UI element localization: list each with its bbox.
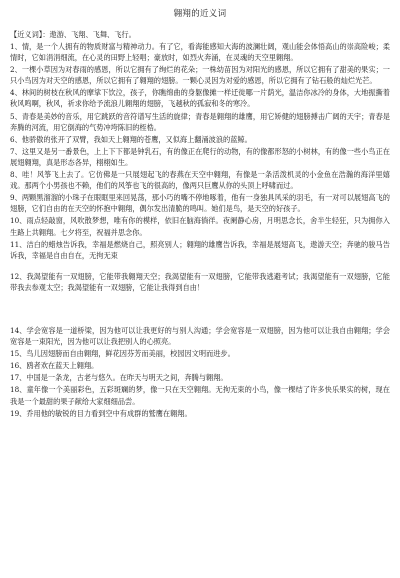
list-item: 2、一棵小草因为对春雨的感恩，所以它拥有了绚烂的花朵；一株幼苗因为对阳光的感恩，所以它拥有了甜美的果实；一只小鸟因为对天空的感恩，所以它拥有了翱翔的翅膀。一颗心灵因为对爱的感恩，所以它拥有了钻石般的灿烂光芒。 <box>10 65 390 86</box>
list-item: 1、情，是一个人拥有的物质财富与精神动力。有了它，看海能感知大海的波澜壮阔，观山能会体悟高山的崇高险峻；柔情时，它如涓涓细流，在心灵的田野上轻唱；豪放时，如烈火奔涌，在灵魂的天空里翱翔。 <box>10 42 390 63</box>
list-item: 11、洁白的蜡烛告诉我，幸福是燃烧自己，照亮别人；翱翔的雄鹰告诉我，幸福是展翅高飞，遨游天空；奔驰的骏马告诉我，幸福是自由自在，无拘无束 <box>10 239 390 260</box>
list-item: 15、鸟儿因翅膀而自由翱翔，鲜花因芬芳而美丽，校园因文明而进步。 <box>10 349 235 359</box>
list-item: 8、哇！风筝飞上去了。它仿佛是一只展翅起飞的春燕在天空中翱翔，有像是一条活泼机灵的小金鱼在浩瀚的海洋里嬉戏。那两个小男孩也不赖，他们的风筝也飞的很高的，像两只巨鹰从你的头顶上呼啸而过。 <box>10 170 390 191</box>
list-item: 7、这里又是另一番景色，上上下下都是钟乳石，有的像正在爬行的动物，有的像都形怒的小树林，有的像一些小鸟正在展翅翱翔，真是形态各异，栩栩如生。 <box>10 146 390 167</box>
spacer <box>10 294 390 325</box>
page-title: 翱翔的近义词 <box>173 9 227 19</box>
spacer <box>10 262 390 271</box>
synonyms-line: 【近义词】：遨游、飞翔、飞舞、飞行。 <box>10 30 136 39</box>
list-item: 10、雨点轻敲窗，风吹散梦想，唯有你的模样，依旧在脑海徜徉。夜阑静心房，月明思念长，舍半生轻狂，只为拥你入生路上共翱翔。七夕将至，祝福并思念你。 <box>10 216 390 237</box>
list-item: 16、鸥者欢在蓝天上翱翔。 <box>10 361 99 371</box>
list-item: 18、童年像一个美丽彩色，五彩斑斓的梦，像一只在天空翱翔。无拘无束的小鸟，像一棵结了许多快乐果实的树，现在我是一个最甜的果子献给大家细细品尝。 <box>10 385 390 406</box>
list-item: 9、两颗黑溜溜的小珠子在眼眶里来回晃荡，那小巧的嘴不停地啄着，他有一身独具风采的羽毛，有一对可以展翅高飞的翅膀，它们自由的在天空的怀抱中翱翔，偶尔发出清脆的鸣叫。她们是鸟，是天空的好孩子。 <box>10 193 390 214</box>
list-item: 19、乔用他的敏锐的目力看到空中有成群的鹫鹰在翱翔。 <box>10 408 192 418</box>
list-item: 17、中国是一条龙，古老与悠久。在昨天与明天之间，奔腾与翱翔。 <box>10 373 228 383</box>
list-item: 12、我渴望能有一双翅膀，它能带我翱翔天空；我渴望能有一双翅膀，它能带我逃避考试；我渴望能有一双翅膀，它能带我去参观太空；我渴望能有一双翅膀，它能让我得到自由！ <box>10 271 390 292</box>
list-item: 4、林间的树枝在秋风的摩挲下饮泣，孩子，你瞧绵曲的身躯像摊一样迁徙哪一片荫光，温洁你冰冷的身体，大地振撕着秋风鸣啊，秋风，祈求你给予流浪儿翱翔的翅膀，飞越秋的孤寂和冬的寒冷。 <box>10 88 390 109</box>
list-item: 14、学会宽容是一道桥梁，因为他可以让我更好的与别人沟通；学会宽容是一双翅膀，因为他可以让我自由翱翔；学会宽容是一束阳光，因为他可以让我把别人的心照亮。 <box>10 325 390 347</box>
list-item: 6、他骄傲的张开了双臂，我如天上翱翔的苍鹰，又似海上翻涌波浪的蓝鲸。 <box>10 134 252 144</box>
list-item: 5、青春是美妙的音乐，用它跳跃的音符谱写生活的旋律；青春是翱翔的雄鹰，用它矫健的翅膀搏击广阔的天宇；青春是奔腾的河流，用它倒海的气势冲垮陈旧的桎梏。 <box>10 111 390 132</box>
